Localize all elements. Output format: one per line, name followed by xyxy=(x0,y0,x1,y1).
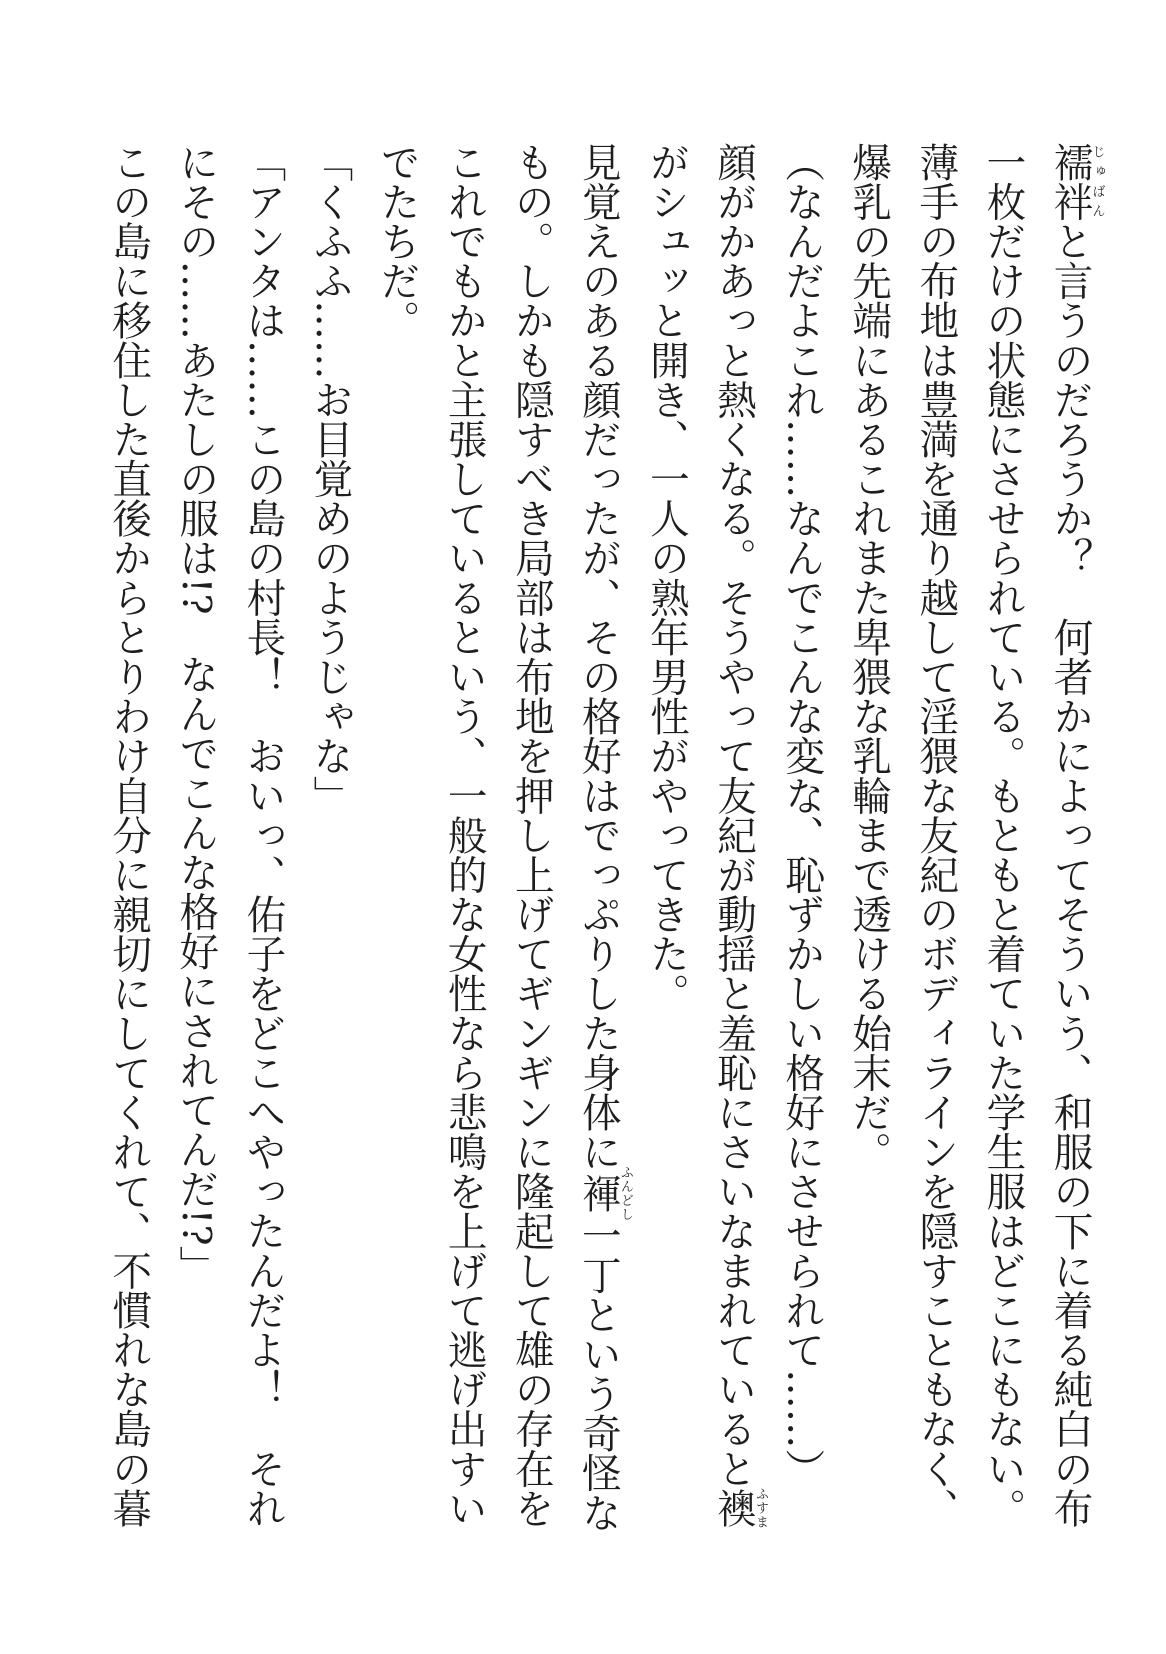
ruby-reading: じゅばん xyxy=(1089,142,1105,222)
paragraph xyxy=(296,142,363,1567)
text-run: 一丁という奇怪なもの。しかも隠すべき局部は布地を押し上げてギンギンに隆起して雄の存在をこれでもかと主張しているという、一般的な女性なら悲鳴を上げて逃げ出すいでたちだ。 xyxy=(374,142,622,1533)
paragraph xyxy=(632,142,767,1567)
text-run: 「くふふ……お目覚めのようじゃな」 xyxy=(306,142,353,816)
paragraph xyxy=(969,142,1104,1567)
text-run: と言うのだろうか？ 何者かによってそういう、和服の下に着る純白の布一枚だけの状態にさせられている。もともと着ていた学生服はどこにもない。 xyxy=(979,142,1093,1528)
paragraph xyxy=(835,142,969,1567)
text-run: （なんだよこれ……なんでこんな変な、恥ずかしい格好にさせられて……） xyxy=(778,142,825,1489)
vertical-text-body xyxy=(95,142,1104,1567)
text-run: 顔がかあっと熱くなる。そうやって友紀が動揺と羞恥にさいなまれていると xyxy=(710,142,757,1489)
ruby-base-text: 襖 xyxy=(710,1486,757,1529)
text-run: 見覚えのある顔だったが、その格好はでっぷりした身体に xyxy=(575,142,622,1172)
ruby-reading: ふすま xyxy=(753,1486,769,1529)
text-run: 「アンタは……この島の村長！ おいっ、佑子をどこへやったんだよ！ それにその……あたしの服は!? なんでこんな格好にされてんだ!?」 xyxy=(172,142,286,1528)
text-run: がシュッと開き、一人の熟年男性がやってきた。 xyxy=(643,142,690,1013)
text-run: この島に移住した直後からとりわけ自分に親切にしてくれて、不慣れな島の暮 xyxy=(105,142,152,1528)
paragraph xyxy=(768,142,835,1567)
paragraph xyxy=(162,142,296,1567)
paragraph xyxy=(363,142,632,1567)
text-run: 薄手の布地は豊満を通り越して淫猥な友紀のボディラインを隠すこともなく、爆乳の先端にあるこれまた卑猥な乳輪まで透ける始末だ。 xyxy=(845,142,959,1528)
ruby-base-text: 襦袢 xyxy=(1047,142,1093,222)
paragraph xyxy=(95,142,162,1567)
ruby-annotation xyxy=(1047,142,1105,222)
ruby-annotation xyxy=(710,1486,769,1529)
ruby-annotation xyxy=(575,1165,633,1222)
ruby-reading: ふんどし xyxy=(617,1165,633,1222)
ruby-base-text: 褌 xyxy=(575,1165,622,1222)
